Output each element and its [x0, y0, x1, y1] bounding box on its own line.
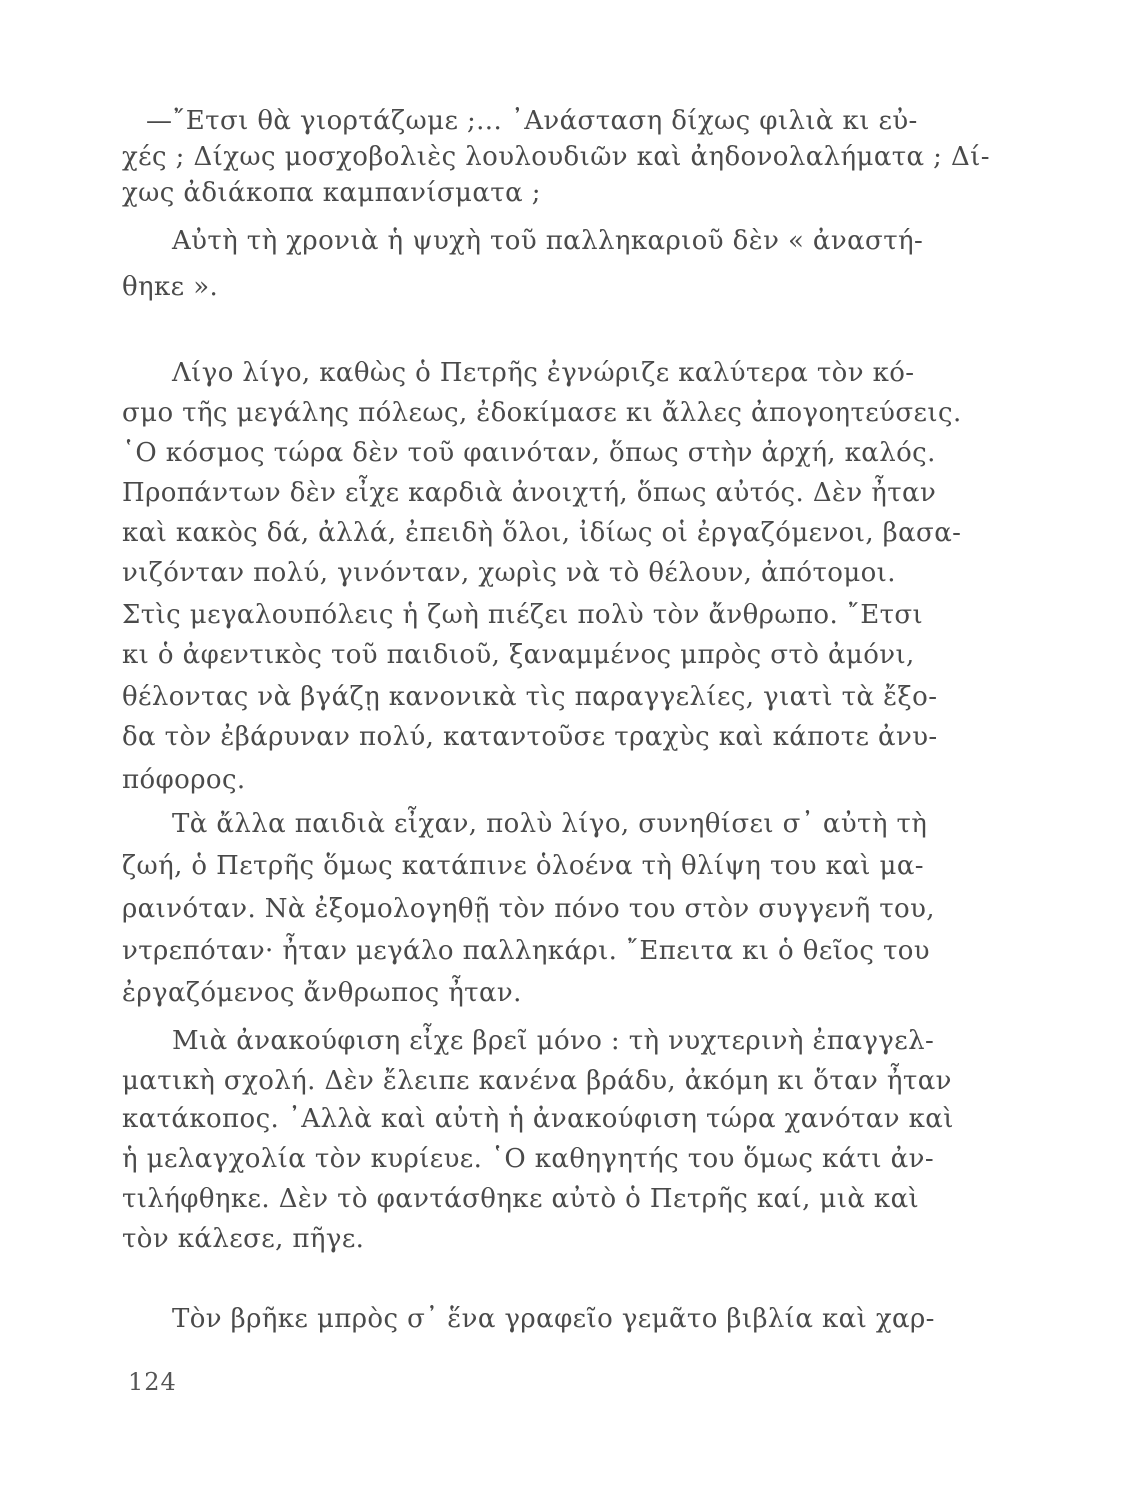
- text-line: Μιὰ ἀνακούφιση εἶχε βρεῖ μόνο : τὴ νυχτερινὴ ἐπαγγελ-: [172, 1026, 935, 1056]
- text-line: πόφορος.: [122, 765, 246, 795]
- text-line: δα τὸν ἐβάρυναν πολύ, καταντοῦσε τραχὺς καὶ κάποτε ἀνυ-: [122, 722, 938, 752]
- text-line: νιζόνταν πολύ, γινόνταν, χωρὶς νὰ τὸ θέλουν, ἀπότομοι.: [122, 558, 896, 588]
- text-line: κι ὁ ἀφεντικὸς τοῦ παιδιοῦ, ξαναμμένος μπρὸς στὸ ἀμόνι,: [122, 640, 915, 670]
- text-line: ματικὴ σχολή. Δὲν ἔλειπε κανένα βράδυ, ἀκόμη κι ὅταν ἦταν: [122, 1066, 952, 1096]
- text-line: καὶ κακὸς δά, ἀλλά, ἐπειδὴ ὅλοι, ἰδίως οἱ ἐργαζόμενοι, βασα-: [122, 518, 962, 548]
- text-line: θηκε ».: [122, 272, 219, 302]
- text-line: ζωή, ὁ Πετρῆς ὅμως κατάπινε ὁλοένα τὴ θλίψη του καὶ μα-: [122, 851, 924, 881]
- text-line: χές ; Δίχως μοσχοβολιὲς λουλουδιῶν καὶ ἀηδονολαλήματα ; Δί-: [122, 142, 990, 172]
- text-line: ραινόταν. Νὰ ἐξομολογηθῇ τὸν πόνο του στὸν συγγενῆ του,: [122, 894, 935, 924]
- text-line: θέλοντας νὰ βγάζῃ κανονικὰ τὶς παραγγελίες, γιατὶ τὰ ἔξο-: [122, 682, 938, 712]
- text-line: ἡ μελαγχολία τὸν κυρίευε. ῾Ο καθηγητής του ὅμως κάτι ἀν-: [122, 1144, 935, 1174]
- text-line: ντρεπόταν· ἦταν μεγάλο παλληκάρι. ῎Επειτα κι ὁ θεῖος του: [122, 936, 931, 966]
- text-line: —῎Ετσι θὰ γιορτάζωμε ;... ᾿Ανάσταση δίχως φιλιὰ κι εὐ-: [146, 106, 918, 136]
- page-number: 124: [128, 1368, 177, 1396]
- text-line: χως ἀδιάκοπα καμπανίσματα ;: [122, 178, 541, 208]
- text-line: τὸν κάλεσε, πῆγε.: [122, 1224, 365, 1254]
- text-line: Τὰ ἄλλα παιδιὰ εἶχαν, πολὺ λίγο, συνηθίσει σ᾿ αὐτὴ τὴ: [172, 809, 928, 839]
- text-line: ῾Ο κόσμος τώρα δὲν τοῦ φαινόταν, ὅπως στὴν ἀρχή, καλός.: [122, 438, 936, 468]
- text-line: κατάκοπος. ᾿Αλλὰ καὶ αὐτὴ ἡ ἀνακούφιση τώρα χανόταν καὶ: [122, 1104, 954, 1134]
- text-line: τιλήφθηκε. Δὲν τὸ φαντάσθηκε αὐτὸ ὁ Πετρῆς καί, μιὰ καὶ: [122, 1184, 920, 1214]
- text-line: Αὐτὴ τὴ χρονιὰ ἡ ψυχὴ τοῦ παλληκαριοῦ δὲν « ἀναστή-: [172, 226, 924, 256]
- text-line: Στὶς μεγαλουπόλεις ἡ ζωὴ πιέζει πολὺ τὸν ἄνθρωπο. ῎Ετσι: [122, 600, 924, 630]
- text-line: Τὸν βρῆκε μπρὸς σ᾿ ἕνα γραφεῖο γεμᾶτο βιβλία καὶ χαρ-: [172, 1304, 935, 1334]
- text-line: σμο τῆς μεγάλης πόλεως, ἐδοκίμασε κι ἄλλες ἀπογοητεύσεις.: [122, 398, 962, 428]
- text-line: Λίγο λίγο, καθὼς ὁ Πετρῆς ἐγνώριζε καλύτερα τὸν κό-: [172, 358, 915, 388]
- text-line: ἐργαζόμενος ἄνθρωπος ἦταν.: [122, 978, 522, 1008]
- text-line: Προπάντων δὲν εἶχε καρδιὰ ἀνοιχτή, ὅπως αὐτός. Δὲν ἦταν: [122, 478, 937, 508]
